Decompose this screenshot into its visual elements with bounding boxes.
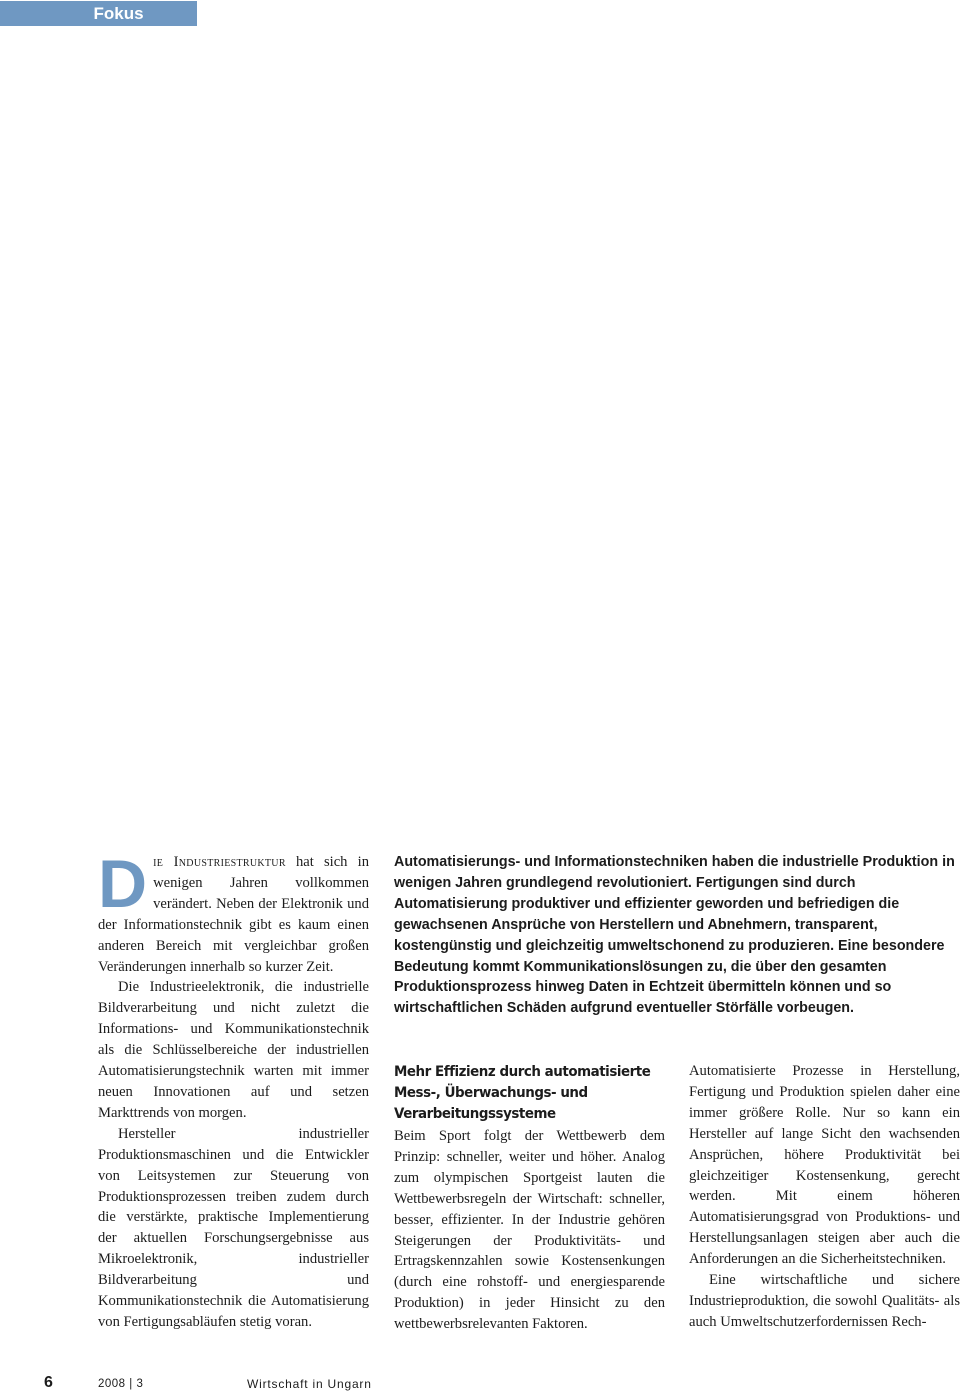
page-number: 6	[44, 1374, 53, 1391]
section-label: Fokus	[0, 1, 197, 26]
page-footer	[0, 1372, 960, 1394]
intro-smallcaps: ie Industriestruktur	[153, 854, 286, 870]
paragraph: Beim Sport folgt der Wettbewerb dem Prinzip: schneller, weiter und höher. Analog zum olympischen Sportgeist lauten die Wettbewerbsregeln der Wirtschaft: schneller, besser, effizienter. In der Industrie gehören Steigerungen der Produktivitäts- und Ertragskennzahlen sowie Kostensenkungen (durch eine rohstoff- und energiesparende Produktion) in jeder Hinsicht zu den wettbewerbsrelevanten Faktoren.	[394, 1128, 665, 1333]
intro-text: hat sich in wenigen Jahren vollkommen verändert. Neben der Elektronik und der Informationstechnik gibt es kaum einen anderen Bereich mit vergleichbar großen Veränderungen innerhalb so kurzer Zeit.	[98, 854, 369, 975]
dropcap: D	[98, 846, 148, 922]
paragraph: Automatisierte Prozesse in Herstellung, Fertigung und Produktion spielen daher eine immer größere Rolle. Nur so kann ein Hersteller auf lange Sicht den wachsenden Ansprüchen, höhere Produktivität bei gleichzeitiger Kostensenkung, gerecht werden. Mit einem höheren Automatisierungsgrad von Produktions- und Herstellungsanlagen steigen aber auch die Anforderungen an die Sicherheitstechniken.	[689, 1063, 960, 1268]
article-column-2	[394, 1061, 665, 1335]
paragraph: Die Industrieelektronik, die industrielle Bildverarbeitung und nicht zuletzt die Informations- und Kommunikationstechnik als die Schlüsselbereiche der industriellen Automatisierungstechnik warten mit immer neuen Innovationen auf und setzen Markttrends von morgen.	[98, 979, 369, 1121]
article-column-1	[98, 846, 369, 1333]
issue-number: 2008 | 3	[98, 1378, 144, 1390]
paragraph: Hersteller industrieller Produktionsmaschinen und die Entwickler von Leitsystemen zur Steuerung von Produktionsprozessen treiben zudem durch die verstärkte, praktische Implementierung der aktuellen Forschungsergebnisse aus Mikroelektronik, industrieller Bildverarbeitung und Kommunikationstechnik die Automatisierung von Fertigungsabläufen stetig voran.	[98, 1125, 369, 1330]
article-column-3	[689, 1061, 960, 1333]
subheading: Mehr Effizienz durch automatisierte Mess-, Überwachungs- und Verarbeitungssysteme	[394, 1063, 651, 1122]
lead-text: Automatisierungs- und Informationstechniken haben die industrielle Produktion in wenigen Jahren grundlegend revolutioniert. Fertigungen sind durch Automatisierung produktiver und effizienter geworden und befriedigen die gewachsenen Ansprüche von Herstellern und Abnehmern, transparent, kostengünstig und gleichzeitig umweltschonend zu produzieren. Eine besondere Bedeutung kommt Kommunikationslösungen zu, die über den gesamten Produktionsprozess hinweg Daten in Echtzeit übermitteln können und so wirtschaftlichen Schäden aufgrund eventueller Störfälle vorbeugen.	[394, 854, 955, 1017]
paragraph: Eine wirtschaftliche und sichere Industrieproduktion, die sowohl Qualitäts- als auch Umweltschutzerfordernissen Rech-	[689, 1272, 960, 1330]
intro-paragraph	[98, 846, 369, 977]
magazine-name: Wirtschaft in Ungarn	[247, 1377, 372, 1391]
